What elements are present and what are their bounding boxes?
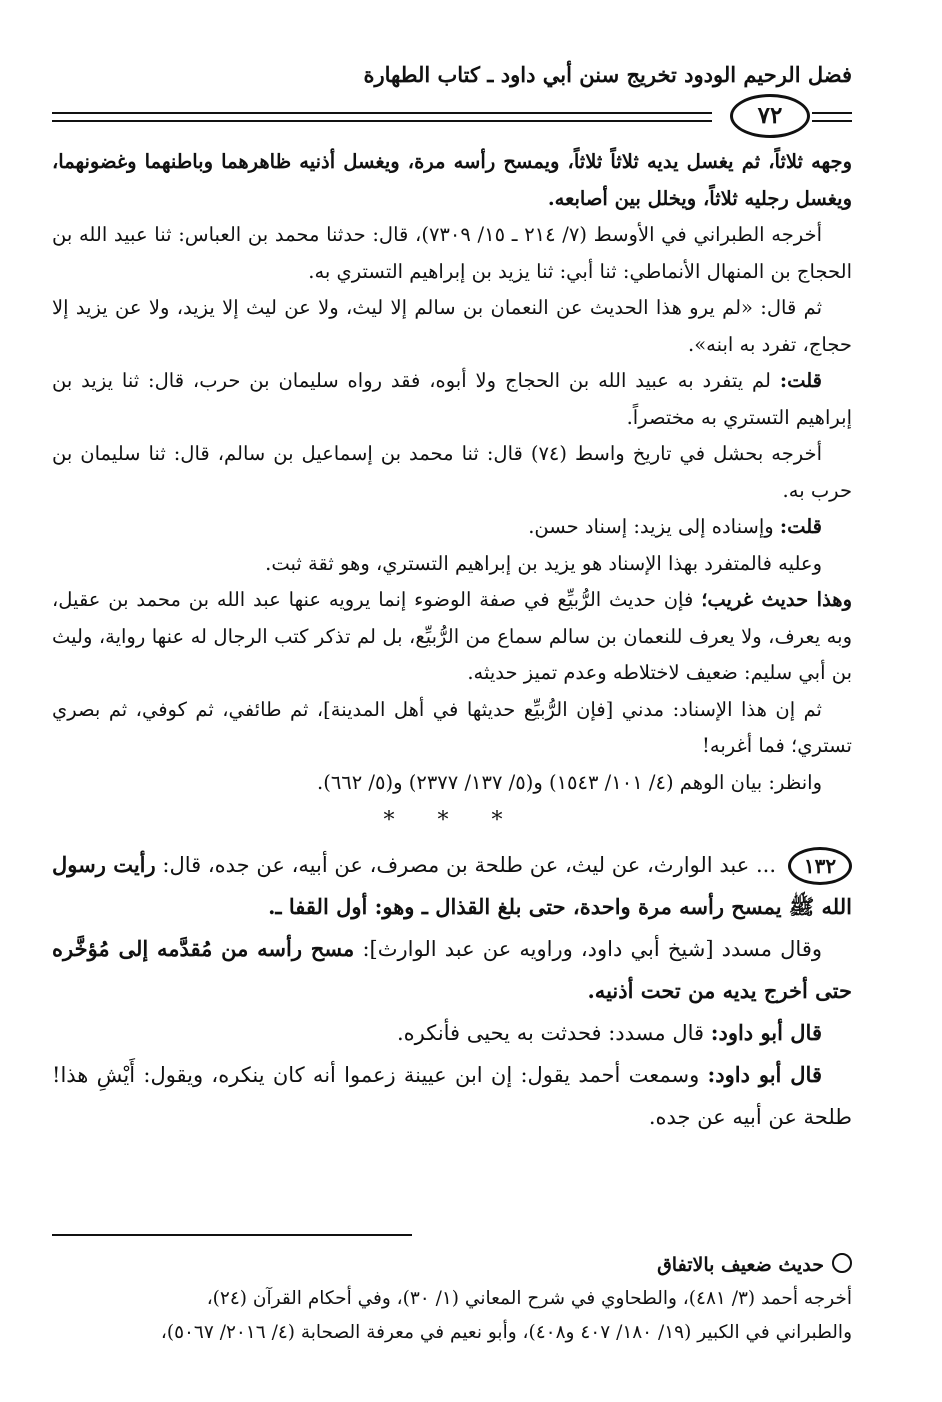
- paragraph-see-also: وانظر: بيان الوهم (٤/ ١٠١/ ١٥٤٣) و(٥/ ١٣٧/ ٢٣٧٧) و(٥/ ٦٦٢).: [317, 770, 822, 794]
- book-page: [52, 48, 852, 1368]
- footnotes: [52, 1248, 852, 1350]
- paragraph-qultu-2: [52, 509, 852, 546]
- hadith-text: [52, 844, 852, 928]
- hadith-matn: رأيت رسول الله ﷺ يمسح رأسه مرة واحدة، حتى بلغ القذال ـ وهو: أول القفا ـ.: [52, 851, 852, 919]
- grade-text: حديث ضعيف بالاتفاق: [657, 1254, 824, 1276]
- musaddad-matn: مسح رأسه من مُقدَّمه إلى مُؤخَّره حتى أخرج يديه من تحت أذنيه.: [52, 935, 852, 1003]
- paragraph-gharib: [52, 582, 852, 692]
- footnote-divider: [52, 1234, 412, 1236]
- paragraph-takhrij-tabarani: أخرجه الطبراني في الأوسط (٧/ ٢١٤ ـ ١٥/ ٧٣٠٩)، قال: حدثنا محمد بن العباس: ثنا عبيد الله بن الحجاج بن المنهال الأنماطي: ثنا أبي: ثنا يزيد بن إبراهيم التستري به.: [52, 223, 852, 283]
- footnote-line: أخرجه أحمد (٣/ ٤٨١)، والطحاوي في شرح المعاني (١/ ٣٠)، وفي أحكام القرآن (٢٤)،: [206, 1288, 852, 1309]
- paragraph-tabarani-comment: ثم قال: «لم يرو هذا الحديث عن النعمان بن سالم إلا ليث، ولا عن ليث إلا يزيد، ولا عن يزيد إلا حجاج، تفرد به ابنه».: [52, 296, 852, 356]
- abu-dawud-text: وسمعت أحمد يقول: إن ابن عيينة زعموا أنه كان ينكره، ويقول: أَيْشِ هذا! طلحة عن أبيه عن جده.: [52, 1062, 852, 1129]
- qultu-label: قلت:: [779, 515, 822, 538]
- abu-dawud-comment-1: [52, 1012, 852, 1054]
- paragraph-mutafarrid: وعليه فالمتفرد بهذا الإسناد هو يزيد بن إبراهيم التستري، وهو ثقة ثبت.: [265, 551, 822, 575]
- hadith-number: ١٣٢: [788, 847, 852, 885]
- paragraph-isnad-origin: ثم إن هذا الإسناد: مدني [فإن الرُّبيِّع حديثها في أهل المدينة]، ثم طائفي، ثم كوفي، ثم بصري تستري؛ فما أغربه!: [52, 697, 852, 757]
- grade-marker-icon: [832, 1253, 852, 1273]
- abu-dawud-text: قال مسدد: فحدثت به يحيى فأنكره.: [396, 1020, 705, 1045]
- main-text: [52, 144, 852, 1138]
- qultu-text: لم يتفرد به عبيد الله بن الحجاج ولا أبوه، فقد رواه سليمان بن حرب، قال: ثنا يزيد بن إبراهيم التستري به مختصراً.: [52, 369, 852, 429]
- abu-dawud-comment-2: [52, 1054, 852, 1138]
- section-separator: * * *: [383, 808, 521, 833]
- hadith-132: [52, 844, 852, 1138]
- musaddad-version: [52, 928, 852, 1012]
- paragraph-qultu-1: [52, 363, 852, 436]
- page-number-ornament: [52, 86, 852, 130]
- running-header-title: فضل الرحيم الودود تخريج سنن أبي داود ـ كتاب الطهارة: [363, 62, 852, 87]
- abu-dawud-label: قال أبو داود:: [710, 1019, 822, 1045]
- qultu-text: وإسناده إلى يزيد: إسناد حسن.: [528, 515, 774, 538]
- gharib-label: وهذا حديث غريب؛: [701, 588, 853, 611]
- page-number: ٧٢: [730, 94, 810, 138]
- ornament-rule-right: [812, 112, 852, 122]
- gharib-text: فإن حديث الرُّبيِّع في صفة الوضوء إنما يرويه عنها عبد الله بن محمد بن عقيل، وبه يعرف، ولا يعرف للنعمان بن سالم سماع من الرُّبيِّع، بل لم تذكر كتب الرجال له عنها رواية، وليث بن أبي سليم: ضعيف لاختلاطه وعدم تميز حديثه.: [52, 588, 852, 684]
- qultu-label: قلت:: [779, 369, 822, 392]
- ornament-rule-left: [52, 112, 712, 122]
- musaddad-intro: وقال مسدد [شيخ أبي داود، وراويه عن عبد الوارث]:: [362, 936, 822, 961]
- paragraph-bahshal: أخرجه بحشل في تاريخ واسط (٧٤) قال: ثنا محمد بن إسماعيل بن سالم، قال: ثنا سليمان بن حرب به.: [52, 442, 852, 502]
- hadith-isnad: ... عبد الوارث، عن ليث، عن طلحة بن مصرف، عن أبيه، عن جده، قال:: [162, 852, 776, 877]
- abu-dawud-label: قال أبو داود:: [707, 1061, 822, 1087]
- paragraph-hadith-continuation: وجهه ثلاثاً، ثم يغسل يديه ثلاثاً ثلاثاً، ويمسح رأسه مرة، ويغسل أذنيه ظاهرهما وباطنهما وغضونهما، ويغسل رجليه ثلاثاً، ويخلل بين أصابعه.: [52, 150, 852, 210]
- hadith-grade: [52, 1248, 852, 1282]
- footnote-line: والطبراني في الكبير (١٩/ ١٨٠/ ٤٠٧ و٤٠٨)، وأبو نعيم في معرفة الصحابة (٤/ ٢٠١٦/ ٥٠٦٧)،: [160, 1322, 852, 1343]
